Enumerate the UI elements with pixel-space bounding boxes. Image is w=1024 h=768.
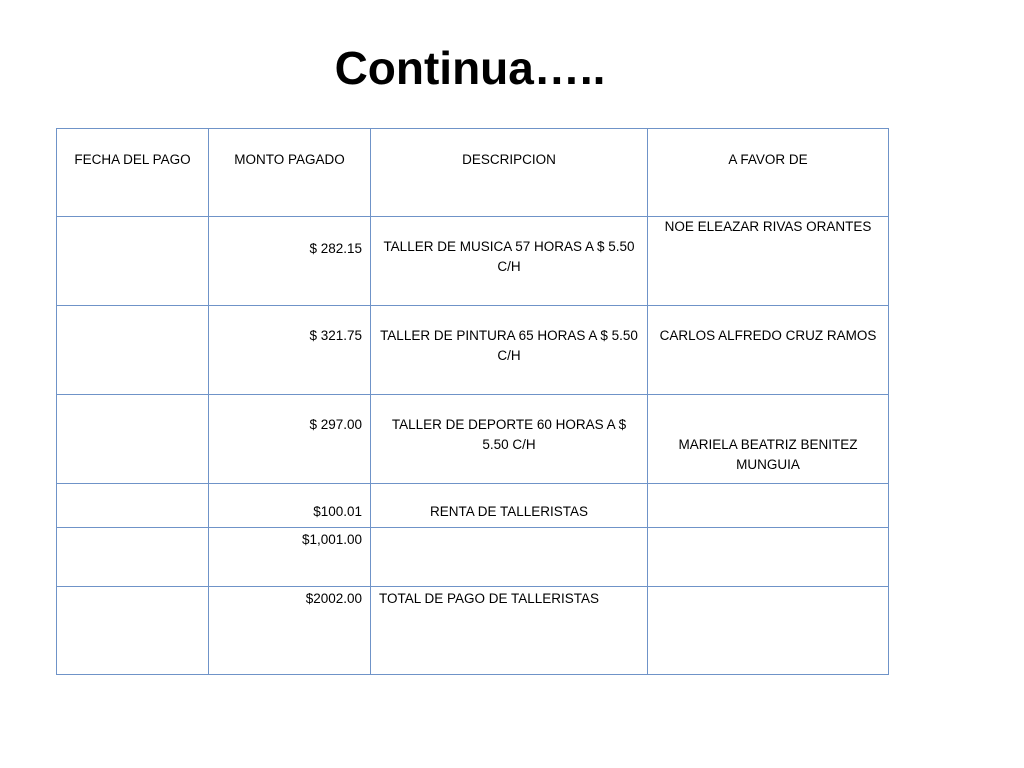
cell-a-favor-de: CARLOS ALFREDO CRUZ RAMOS xyxy=(648,306,889,395)
table-row xyxy=(57,587,889,675)
cell-fecha xyxy=(57,484,209,528)
cell-monto: $ 282.15 xyxy=(209,217,371,306)
cell-a-favor-de xyxy=(648,587,889,675)
cell-monto: $ 321.75 xyxy=(209,306,371,395)
cell-fecha xyxy=(57,587,209,675)
cell-descripcion: TOTAL DE PAGO DE TALLERISTAS xyxy=(371,587,648,675)
slide-title: Continua….. xyxy=(334,42,606,94)
cell-descripcion xyxy=(371,528,648,587)
table-header-row xyxy=(57,129,889,217)
cell-fecha xyxy=(57,528,209,587)
cell-descripcion: TALLER DE PINTURA 65 HORAS A $ 5.50 C/H xyxy=(371,306,648,395)
cell-a-favor-de: NOE ELEAZAR RIVAS ORANTES xyxy=(648,217,889,306)
payments-table xyxy=(56,128,889,675)
cell-a-favor-de xyxy=(648,528,889,587)
table-row xyxy=(57,484,889,528)
cell-fecha xyxy=(57,306,209,395)
table-row xyxy=(57,217,889,306)
cell-descripcion: TALLER DE MUSICA 57 HORAS A $ 5.50 C/H xyxy=(371,217,648,306)
header-monto-pagado: MONTO PAGADO xyxy=(209,129,371,217)
cell-descripcion: RENTA DE TALLERISTAS xyxy=(371,484,648,528)
table-row xyxy=(57,395,889,484)
cell-a-favor-de xyxy=(648,484,889,528)
cell-monto: $2002.00 xyxy=(209,587,371,675)
table-row xyxy=(57,306,889,395)
cell-fecha xyxy=(57,395,209,484)
header-fecha-del-pago: FECHA DEL PAGO xyxy=(57,129,209,217)
cell-a-favor-de: MARIELA BEATRIZ BENITEZ MUNGUIA xyxy=(648,395,889,484)
cell-descripcion: TALLER DE DEPORTE 60 HORAS A $ 5.50 C/H xyxy=(371,395,648,484)
header-descripcion: DESCRIPCION xyxy=(371,129,648,217)
cell-monto: $100.01 xyxy=(209,484,371,528)
table-row xyxy=(57,528,889,587)
cell-fecha xyxy=(57,217,209,306)
cell-monto: $ 297.00 xyxy=(209,395,371,484)
cell-monto: $1,001.00 xyxy=(209,528,371,587)
header-a-favor-de: A FAVOR DE xyxy=(648,129,889,217)
